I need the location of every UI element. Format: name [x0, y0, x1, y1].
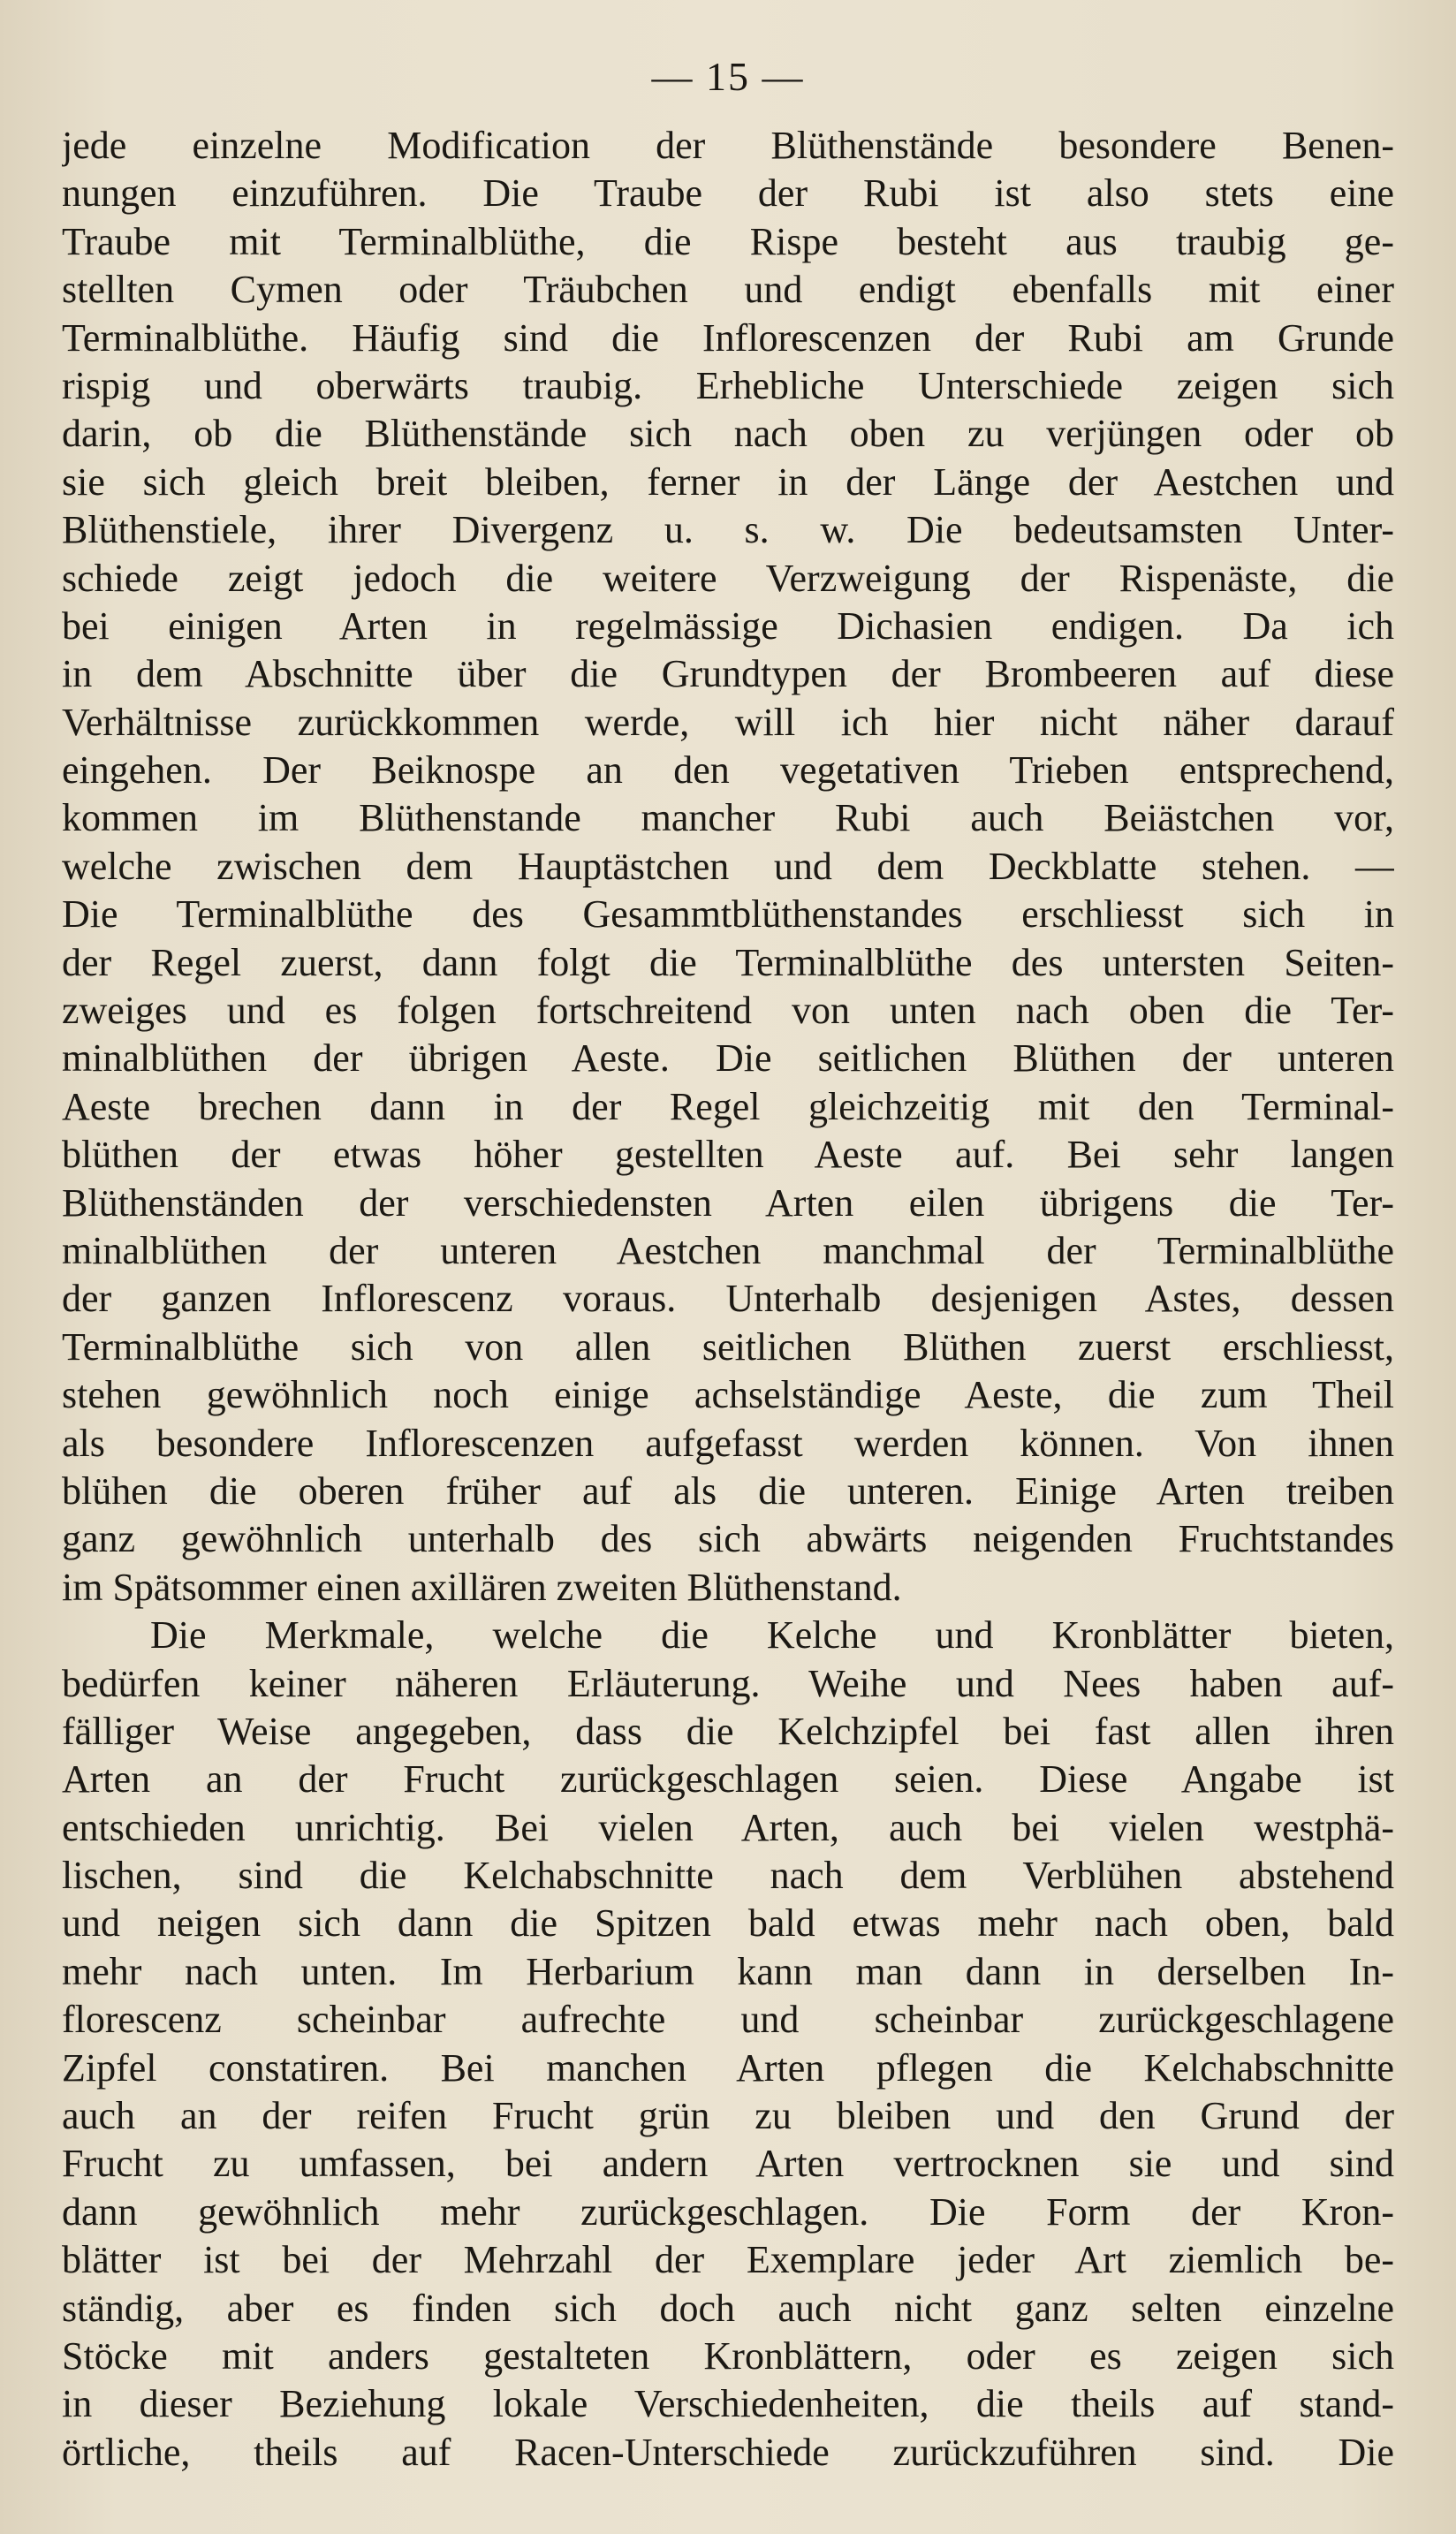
text-line: Verhältnisse zurückkommen werde, will ich hier nicht näher darauf — [62, 700, 1394, 744]
text-line: welche zwischen dem Hauptästchen und dem Deckblatte stehen. — — [62, 844, 1394, 888]
text-line: Blüthenstiele, ihrer Divergenz u. s. w. Die bedeutsamsten Unter- — [62, 508, 1394, 552]
text-line: Die Terminalblüthe des Gesammtblüthenstandes erschliesst sich in — [62, 892, 1394, 937]
text-line: stellten Cymen oder Träubchen und endigt ebenfalls mit einer — [62, 268, 1394, 312]
text-line: der Regel zuerst, dann folgt die Terminalblüthe des untersten Seiten- — [62, 940, 1394, 984]
text-line: minalblüthen der übrigen Aeste. Die seitlichen Blüthen der unteren — [62, 1036, 1394, 1081]
text-line: Zipfel constatiren. Bei manchen Arten pflegen die Kelchabschnitte — [62, 2045, 1394, 2090]
text-line: Arten an der Frucht zurückgeschlagen seien. Diese Angabe ist — [62, 1757, 1394, 1802]
text-line: der ganzen Inflorescenz voraus. Unterhalb desjenigen Astes, dessen — [62, 1277, 1394, 1321]
text-line: kommen im Blüthenstande mancher Rubi auch Beiästchen vor, — [62, 796, 1394, 840]
text-line: zweiges und es folgen fortschreitend von unten nach oben die Ter- — [62, 989, 1394, 1033]
text-line: fälliger Weise angegeben, dass die Kelchzipfel bei fast allen ihren — [62, 1709, 1394, 1753]
text-line: mehr nach unten. Im Herbarium kann man dann in derselben In- — [62, 1949, 1394, 1993]
text-line: Frucht zu umfassen, bei andern Arten vertrocknen sie und sind — [62, 2142, 1394, 2186]
text-line: ganz gewöhnlich unterhalb des sich abwärts neigenden Fruchtstandes — [62, 1517, 1394, 1561]
text-line: jede einzelne Modification der Blüthenstände besondere Benen- — [62, 124, 1394, 167]
text-line: Terminalblüthe. Häufig sind die Inflorescenzen der Rubi am Grunde — [62, 315, 1394, 360]
text-line: rispig und oberwärts traubig. Erhebliche Unterschiede zeigen sich — [62, 363, 1394, 407]
text-line: darin, ob die Blüthenstände sich nach oben zu verjüngen oder ob — [62, 412, 1394, 456]
text-line: Die Merkmale, welche die Kelche und Kronblätter bieten, — [150, 1613, 1394, 1658]
text-line: blüthen der etwas höher gestellten Aeste auf. Bei sehr langen — [62, 1133, 1394, 1177]
text-line: örtliche, theils auf Racen-Unterschiede zurückzuführen sind. Die — [62, 2430, 1394, 2474]
text-line: stehen gewöhnlich noch einige achselständige Aeste, die zum Theil — [62, 1373, 1394, 1417]
text-line: lischen, sind die Kelchabschnitte nach dem Verblühen abstehend — [62, 1854, 1394, 1898]
text-line: Traube mit Terminalblüthe, die Rispe besteht aus traubig ge- — [62, 219, 1394, 263]
text-line: blätter ist bei der Mehrzahl der Exemplare jeder Art ziemlich be- — [62, 2238, 1394, 2282]
text-line: minalblüthen der unteren Aestchen manchmal der Terminalblüthe — [62, 1228, 1394, 1272]
paragraph — [62, 1612, 1394, 2477]
text-line: Aeste brechen dann in der Regel gleichzeitig mit den Terminal- — [62, 1084, 1394, 1128]
body-text — [62, 122, 1394, 2477]
text-line: sie sich gleich breit bleiben, ferner in der Länge der Aestchen und — [62, 459, 1394, 504]
text-line: als besondere Inflorescenzen aufgefasst werden können. Von ihnen — [62, 1421, 1394, 1465]
text-line: in dem Abschnitte über die Grundtypen der Brombeeren auf diese — [62, 652, 1394, 696]
text-line: in dieser Beziehung lokale Verschiedenheiten, die theils auf stand- — [62, 2382, 1394, 2426]
text-line: eingehen. Der Beiknospe an den vegetativen Trieben entsprechend, — [62, 748, 1394, 793]
paragraph — [62, 122, 1394, 1612]
page-number: — 15 — — [651, 54, 805, 99]
text-line: dann gewöhnlich mehr zurückgeschlagen. Die Form der Kron- — [62, 2189, 1394, 2234]
text-line: Blüthenständen der verschiedensten Arten eilen übrigens die Ter- — [62, 1180, 1394, 1225]
text-line: auch an der reifen Frucht grün zu bleiben und den Grund der — [62, 2094, 1394, 2138]
text-line: bei einigen Arten in regelmässige Dichasien endigen. Da ich — [62, 603, 1394, 648]
text-line: und neigen sich dann die Spitzen bald etwas mehr nach oben, bald — [62, 1901, 1394, 1946]
text-line: florescenz scheinbar aufrechte und scheinbar zurückgeschlagene — [62, 1998, 1394, 2042]
text-line: Stöcke mit anders gestalteten Kronblättern, oder es zeigen sich — [62, 2333, 1394, 2378]
text-line: bedürfen keiner näheren Erläuterung. Weihe und Nees haben auf- — [62, 1661, 1394, 1705]
text-line: nungen einzuführen. Die Traube der Rubi ist also stets eine — [62, 171, 1394, 216]
text-line: entschieden unrichtig. Bei vielen Arten, auch bei vielen westphä- — [62, 1805, 1394, 1849]
text-line: blühen die oberen früher auf als die unteren. Einige Arten treiben — [62, 1468, 1394, 1513]
text-line: schiede zeigt jedoch die weitere Verzweigung der Rispenäste, die — [62, 556, 1394, 600]
text-line: im Spätsommer einen axillären zweiten Blüthenstand. — [62, 1565, 902, 1609]
text-line: Terminalblüthe sich von allen seitlichen Blüthen zuerst erschliesst, — [62, 1324, 1394, 1369]
text-line: ständig, aber es finden sich doch auch nicht ganz selten einzelne — [62, 2286, 1394, 2330]
